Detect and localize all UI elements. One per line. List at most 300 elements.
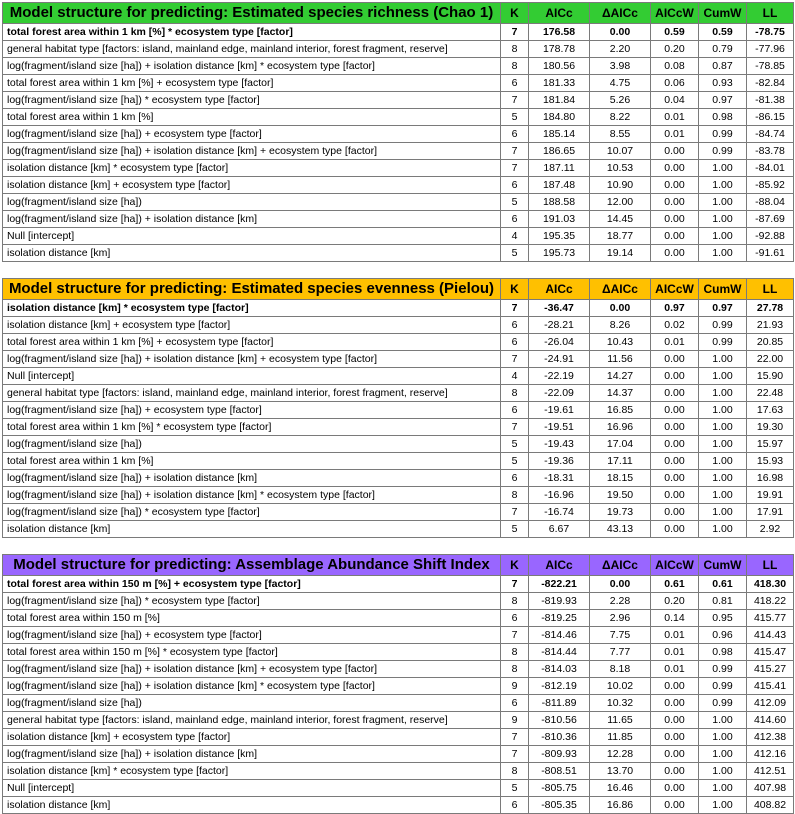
model-structure-cell: isolation distance [km] * ecosystem type [factor] [3,300,501,317]
column-header-cumw: CumW [699,555,747,576]
cumw-cell: 0.98 [699,644,747,661]
cumw-cell: 1.00 [699,780,747,797]
aiccw-cell: 0.01 [651,627,699,644]
cumw-cell: 1.00 [699,712,747,729]
cumw-cell: 0.99 [699,695,747,712]
k-cell: 7 [501,300,529,317]
column-header-aiccw: AICcW [651,3,699,24]
table-row [3,334,794,351]
k-cell: 6 [501,695,529,712]
model-structure-cell: log(fragment/island size [ha]) [3,695,501,712]
aiccw-cell: 0.00 [651,419,699,436]
cumw-cell: 1.00 [699,160,747,177]
ll-cell: 414.60 [747,712,794,729]
model-structure-cell: Null [intercept] [3,368,501,385]
delta-aicc-cell: 14.37 [590,385,651,402]
abundance-shift-table [2,554,794,814]
model-structure-cell: general habitat type [factors: island, mainland edge, mainland interior, forest fragment, reserve] [3,712,501,729]
column-header-k: K [501,3,529,24]
k-cell: 7 [501,24,529,41]
ll-cell: 21.93 [747,317,794,334]
table-row [3,194,794,211]
aiccw-cell: 0.61 [651,576,699,593]
aicc-cell: -805.35 [529,797,590,814]
column-header-aiccw: AICcW [651,555,699,576]
table-row [3,351,794,368]
k-cell: 8 [501,487,529,504]
table-row [3,368,794,385]
table-row [3,300,794,317]
k-cell: 7 [501,92,529,109]
k-cell: 6 [501,317,529,334]
k-cell: 6 [501,610,529,627]
table-header-row [3,279,794,300]
table-row [3,593,794,610]
cumw-cell: 1.00 [699,402,747,419]
cumw-cell: 0.97 [699,92,747,109]
aicc-cell: 188.58 [529,194,590,211]
k-cell: 6 [501,402,529,419]
table-row [3,712,794,729]
delta-aicc-cell: 11.85 [590,729,651,746]
evenness-table [2,278,794,538]
delta-aicc-cell: 7.77 [590,644,651,661]
aicc-cell: 187.11 [529,160,590,177]
k-cell: 8 [501,593,529,610]
aicc-cell: -808.51 [529,763,590,780]
cumw-cell: 1.00 [699,245,747,262]
aicc-cell: -809.93 [529,746,590,763]
k-cell: 7 [501,143,529,160]
table-row [3,402,794,419]
ll-cell: 414.43 [747,627,794,644]
aicc-cell: 178.78 [529,41,590,58]
table-row [3,521,794,538]
table-row [3,678,794,695]
delta-aicc-cell: 2.96 [590,610,651,627]
k-cell: 7 [501,576,529,593]
cumw-cell: 0.93 [699,75,747,92]
delta-aicc-cell: 19.14 [590,245,651,262]
cumw-cell: 0.99 [699,678,747,695]
delta-aicc-cell: 16.86 [590,797,651,814]
k-cell: 5 [501,453,529,470]
cumw-cell: 0.81 [699,593,747,610]
ll-cell: 22.00 [747,351,794,368]
aiccw-cell: 0.00 [651,780,699,797]
ll-cell: -88.04 [747,194,794,211]
table-row [3,453,794,470]
table-row [3,228,794,245]
aiccw-cell: 0.01 [651,109,699,126]
ll-cell: 22.48 [747,385,794,402]
cumw-cell: 0.61 [699,576,747,593]
k-cell: 6 [501,211,529,228]
aiccw-cell: 0.06 [651,75,699,92]
column-header-cumw: CumW [699,279,747,300]
aicc-cell: 187.48 [529,177,590,194]
k-cell: 5 [501,436,529,453]
aicc-cell: 195.73 [529,245,590,262]
aiccw-cell: 0.00 [651,729,699,746]
delta-aicc-cell: 19.73 [590,504,651,521]
aicc-cell: -812.19 [529,678,590,695]
delta-aicc-cell: 4.75 [590,75,651,92]
aiccw-cell: 0.00 [651,160,699,177]
table-header-row [3,555,794,576]
ll-cell: 415.77 [747,610,794,627]
cumw-cell: 0.99 [699,126,747,143]
aicc-cell: -26.04 [529,334,590,351]
cumw-cell: 1.00 [699,763,747,780]
column-header-cumw: CumW [699,3,747,24]
k-cell: 6 [501,126,529,143]
delta-aicc-cell: 17.04 [590,436,651,453]
table-row [3,610,794,627]
model-structure-cell: total forest area within 1 km [%] [3,453,501,470]
ll-cell: -77.96 [747,41,794,58]
cumw-cell: 0.99 [699,661,747,678]
delta-aicc-cell: 10.43 [590,334,651,351]
delta-aicc-cell: 2.28 [590,593,651,610]
aiccw-cell: 0.01 [651,126,699,143]
model-structure-cell: total forest area within 1 km [%] + ecosystem type [factor] [3,75,501,92]
table-row [3,746,794,763]
ll-cell: -86.15 [747,109,794,126]
delta-aicc-cell: 10.90 [590,177,651,194]
table-title: Model structure for predicting: Estimated species richness (Chao 1) [3,3,501,24]
delta-aicc-cell: 3.98 [590,58,651,75]
aiccw-cell: 0.00 [651,746,699,763]
ll-cell: 15.90 [747,368,794,385]
model-structure-cell: log(fragment/island size [ha]) * ecosystem type [factor] [3,504,501,521]
aicc-cell: -36.47 [529,300,590,317]
column-header-k: K [501,279,529,300]
model-structure-cell: isolation distance [km] + ecosystem type [factor] [3,729,501,746]
ll-cell: 2.92 [747,521,794,538]
aicc-cell: 6.67 [529,521,590,538]
column-header-aicc: AICc [529,279,590,300]
cumw-cell: 0.59 [699,24,747,41]
delta-aicc-cell: 43.13 [590,521,651,538]
aicc-cell: -811.89 [529,695,590,712]
aiccw-cell: 0.00 [651,470,699,487]
aiccw-cell: 0.00 [651,487,699,504]
model-structure-cell: log(fragment/island size [ha]) + isolation distance [km] [3,211,501,228]
cumw-cell: 0.99 [699,317,747,334]
k-cell: 7 [501,729,529,746]
aiccw-cell: 0.04 [651,92,699,109]
delta-aicc-cell: 19.50 [590,487,651,504]
delta-aicc-cell: 16.46 [590,780,651,797]
table-row [3,504,794,521]
delta-aicc-cell: 12.00 [590,194,651,211]
delta-aicc-cell: 7.75 [590,627,651,644]
table-title: Model structure for predicting: Estimated species evenness (Pielou) [3,279,501,300]
delta-aicc-cell: 16.85 [590,402,651,419]
aicc-cell: -22.19 [529,368,590,385]
table-row [3,729,794,746]
k-cell: 6 [501,470,529,487]
ll-cell: -84.74 [747,126,794,143]
ll-cell: -78.85 [747,58,794,75]
model-structure-cell: total forest area within 150 m [%] * ecosystem type [factor] [3,644,501,661]
k-cell: 7 [501,746,529,763]
aiccw-cell: 0.00 [651,228,699,245]
model-structure-cell: total forest area within 150 m [%] [3,610,501,627]
aicc-cell: 181.84 [529,92,590,109]
ll-cell: 17.91 [747,504,794,521]
aicc-cell: -805.75 [529,780,590,797]
cumw-cell: 1.00 [699,351,747,368]
table-row [3,75,794,92]
delta-aicc-cell: 11.56 [590,351,651,368]
delta-aicc-cell: 10.02 [590,678,651,695]
aicc-cell: -814.44 [529,644,590,661]
delta-aicc-cell: 11.65 [590,712,651,729]
delta-aicc-cell: 2.20 [590,41,651,58]
model-structure-cell: isolation distance [km] + ecosystem type [factor] [3,317,501,334]
table-row [3,245,794,262]
k-cell: 7 [501,160,529,177]
aicc-cell: -19.36 [529,453,590,470]
table-row [3,126,794,143]
delta-aicc-cell: 14.45 [590,211,651,228]
ll-cell: 415.41 [747,678,794,695]
ll-cell: 412.16 [747,746,794,763]
ll-cell: 408.82 [747,797,794,814]
aicc-cell: -822.21 [529,576,590,593]
table-row [3,661,794,678]
cumw-cell: 1.00 [699,211,747,228]
column-header-aicc: AICc [529,3,590,24]
aicc-cell: -28.21 [529,317,590,334]
table-row [3,41,794,58]
model-structure-cell: log(fragment/island size [ha]) + ecosystem type [factor] [3,627,501,644]
model-structure-cell: general habitat type [factors: island, mainland edge, mainland interior, forest fragment, reserve] [3,41,501,58]
k-cell: 7 [501,351,529,368]
column-header-ll: LL [747,279,794,300]
table-row [3,780,794,797]
aicc-cell: 180.56 [529,58,590,75]
k-cell: 7 [501,419,529,436]
aiccw-cell: 0.00 [651,177,699,194]
delta-aicc-cell: 12.28 [590,746,651,763]
aiccw-cell: 0.00 [651,504,699,521]
table-row [3,763,794,780]
model-structure-cell: log(fragment/island size [ha]) * ecosystem type [factor] [3,92,501,109]
k-cell: 5 [501,521,529,538]
aiccw-cell: 0.00 [651,678,699,695]
richness-table [2,2,794,262]
model-structure-cell: log(fragment/island size [ha]) + isolation distance [km] * ecosystem type [factor] [3,487,501,504]
aicc-cell: 181.33 [529,75,590,92]
model-structure-cell: total forest area within 1 km [%] + ecosystem type [factor] [3,334,501,351]
k-cell: 8 [501,661,529,678]
delta-aicc-cell: 8.55 [590,126,651,143]
delta-aicc-cell: 0.00 [590,24,651,41]
aicc-cell: 195.35 [529,228,590,245]
aiccw-cell: 0.00 [651,143,699,160]
ll-cell: 15.93 [747,453,794,470]
aiccw-cell: 0.00 [651,194,699,211]
table-row [3,436,794,453]
column-header-delta-aicc: ΔAICc [590,279,651,300]
aicc-cell: -16.74 [529,504,590,521]
aicc-cell: 186.65 [529,143,590,160]
cumw-cell: 1.00 [699,194,747,211]
delta-aicc-cell: 0.00 [590,576,651,593]
k-cell: 9 [501,678,529,695]
aiccw-cell: 0.00 [651,402,699,419]
k-cell: 5 [501,194,529,211]
table-row [3,109,794,126]
model-structure-cell: log(fragment/island size [ha]) [3,194,501,211]
cumw-cell: 1.00 [699,504,747,521]
delta-aicc-cell: 0.00 [590,300,651,317]
ll-cell: -91.61 [747,245,794,262]
k-cell: 4 [501,228,529,245]
cumw-cell: 0.98 [699,109,747,126]
delta-aicc-cell: 18.15 [590,470,651,487]
aiccw-cell: 0.00 [651,245,699,262]
aicc-cell: -819.93 [529,593,590,610]
model-structure-cell: general habitat type [factors: island, mainland edge, mainland interior, forest fragment, reserve] [3,385,501,402]
ll-cell: -78.75 [747,24,794,41]
model-structure-cell: log(fragment/island size [ha]) + isolation distance [km] * ecosystem type [factor] [3,58,501,75]
cumw-cell: 0.87 [699,58,747,75]
model-structure-cell: log(fragment/island size [ha]) + isolation distance [km] [3,746,501,763]
ll-cell: 412.38 [747,729,794,746]
table-row [3,177,794,194]
k-cell: 6 [501,797,529,814]
ll-cell: 15.97 [747,436,794,453]
ll-cell: 19.91 [747,487,794,504]
ll-cell: 415.27 [747,661,794,678]
cumw-cell: 1.00 [699,419,747,436]
table-row [3,211,794,228]
cumw-cell: 1.00 [699,470,747,487]
aiccw-cell: 0.00 [651,797,699,814]
delta-aicc-cell: 8.26 [590,317,651,334]
model-structure-cell: log(fragment/island size [ha]) + isolation distance [km] * ecosystem type [factor] [3,678,501,695]
k-cell: 8 [501,644,529,661]
column-header-delta-aicc: ΔAICc [590,555,651,576]
aicc-cell: 185.14 [529,126,590,143]
aicc-cell: -24.91 [529,351,590,368]
aiccw-cell: 0.00 [651,211,699,228]
table-row [3,576,794,593]
cumw-cell: 0.96 [699,627,747,644]
aicc-cell: 191.03 [529,211,590,228]
cumw-cell: 1.00 [699,521,747,538]
cumw-cell: 1.00 [699,368,747,385]
model-structure-cell: Null [intercept] [3,228,501,245]
delta-aicc-cell: 18.77 [590,228,651,245]
ll-cell: 16.98 [747,470,794,487]
table-row [3,644,794,661]
table-row [3,797,794,814]
aicc-cell: -814.03 [529,661,590,678]
aiccw-cell: 0.59 [651,24,699,41]
aicc-cell: -22.09 [529,385,590,402]
delta-aicc-cell: 8.18 [590,661,651,678]
delta-aicc-cell: 10.07 [590,143,651,160]
cumw-cell: 1.00 [699,487,747,504]
ll-cell: 412.51 [747,763,794,780]
table-row [3,92,794,109]
delta-aicc-cell: 5.26 [590,92,651,109]
delta-aicc-cell: 17.11 [590,453,651,470]
aiccw-cell: 0.00 [651,712,699,729]
delta-aicc-cell: 8.22 [590,109,651,126]
column-header-aicc: AICc [529,555,590,576]
k-cell: 6 [501,177,529,194]
aicc-cell: -18.31 [529,470,590,487]
k-cell: 9 [501,712,529,729]
ll-cell: 418.22 [747,593,794,610]
model-structure-cell: log(fragment/island size [ha]) [3,436,501,453]
ll-cell: 418.30 [747,576,794,593]
ll-cell: -87.69 [747,211,794,228]
delta-aicc-cell: 14.27 [590,368,651,385]
delta-aicc-cell: 10.53 [590,160,651,177]
model-structure-cell: log(fragment/island size [ha]) + isolation distance [km] + ecosystem type [factor] [3,661,501,678]
column-header-delta-aicc: ΔAICc [590,3,651,24]
table-row [3,419,794,436]
ll-cell: 407.98 [747,780,794,797]
cumw-cell: 0.99 [699,334,747,351]
k-cell: 8 [501,763,529,780]
table-row [3,160,794,177]
aiccw-cell: 0.02 [651,317,699,334]
aiccw-cell: 0.01 [651,334,699,351]
cumw-cell: 1.00 [699,453,747,470]
column-header-ll: LL [747,3,794,24]
aiccw-cell: 0.20 [651,41,699,58]
ll-cell: -85.92 [747,177,794,194]
aiccw-cell: 0.01 [651,644,699,661]
aiccw-cell: 0.01 [651,661,699,678]
model-structure-cell: log(fragment/island size [ha]) + isolation distance [km] [3,470,501,487]
k-cell: 8 [501,41,529,58]
model-structure-cell: log(fragment/island size [ha]) + ecosystem type [factor] [3,402,501,419]
ll-cell: 20.85 [747,334,794,351]
aicc-cell: -814.46 [529,627,590,644]
cumw-cell: 0.95 [699,610,747,627]
cumw-cell: 0.99 [699,143,747,160]
model-structure-cell: log(fragment/island size [ha]) + isolation distance [km] + ecosystem type [factor] [3,351,501,368]
aicc-cell: 184.80 [529,109,590,126]
ll-cell: 412.09 [747,695,794,712]
table-row [3,470,794,487]
table-title: Model structure for predicting: Assemblage Abundance Shift Index [3,555,501,576]
model-structure-cell: total forest area within 1 km [%] * ecosystem type [factor] [3,419,501,436]
delta-aicc-cell: 13.70 [590,763,651,780]
cumw-cell: 1.00 [699,177,747,194]
model-structure-cell: isolation distance [km] [3,245,501,262]
delta-aicc-cell: 16.96 [590,419,651,436]
model-structure-cell: isolation distance [km] [3,521,501,538]
column-header-aiccw: AICcW [651,279,699,300]
ll-cell: 415.47 [747,644,794,661]
aicc-cell: 176.58 [529,24,590,41]
ll-cell: -81.38 [747,92,794,109]
cumw-cell: 1.00 [699,746,747,763]
aiccw-cell: 0.08 [651,58,699,75]
aiccw-cell: 0.00 [651,436,699,453]
cumw-cell: 1.00 [699,436,747,453]
